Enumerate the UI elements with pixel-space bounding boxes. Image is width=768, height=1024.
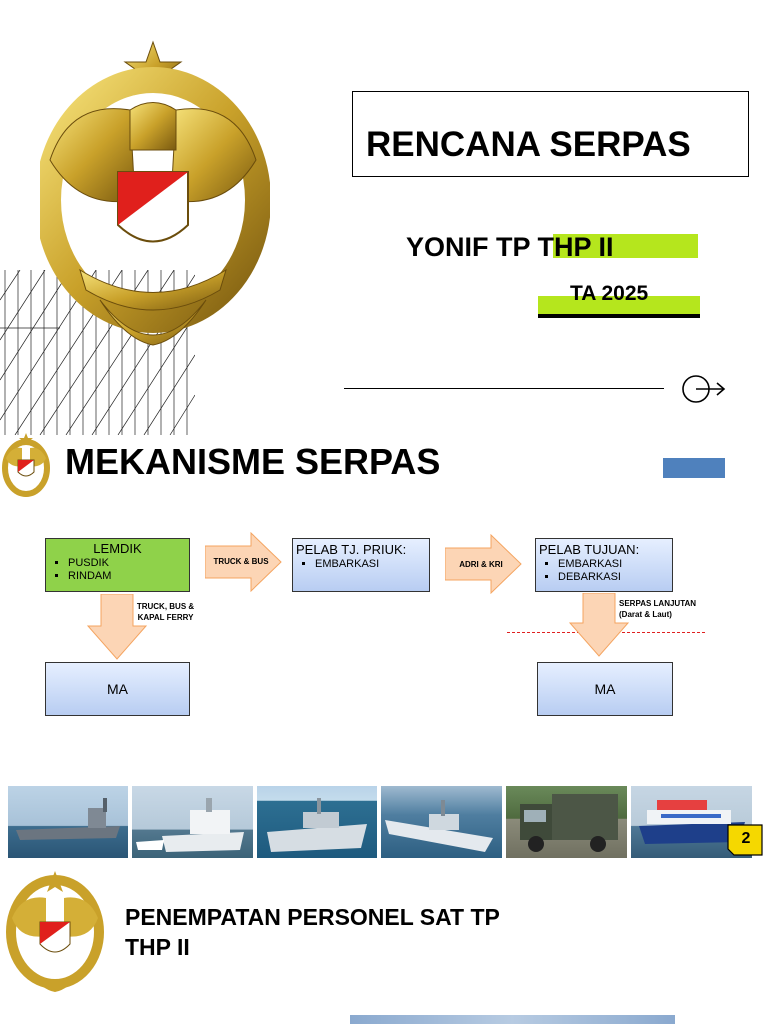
title-box — [352, 91, 749, 177]
pelab-tujuan-title: PELAB TUJUAN: — [539, 542, 640, 557]
unit-name: YONIF TP THP II — [406, 232, 614, 262]
photo-military-truck — [506, 786, 627, 858]
next-arrow-icon[interactable] — [680, 373, 728, 405]
ma-box-left: MA — [45, 662, 190, 716]
section-title: PENEMPATAN PERSONEL SAT TP THP II — [125, 904, 500, 960]
label-truck-bus-ferry: TRUCK, BUS & KAPAL FERRY — [136, 602, 195, 622]
section-title: MEKANISME SERPAS — [65, 441, 441, 482]
lemdik-title: LEMDIK — [93, 541, 142, 556]
list-item: ▪ EMBARKASI — [315, 558, 429, 571]
arrow-label-truck-bus: TRUCK & BUS — [213, 557, 269, 566]
photo-naval-ship-grey — [8, 786, 128, 858]
photo-patrol-vessel — [381, 786, 502, 858]
photo-landing-ship-dock — [257, 786, 377, 858]
pelab-priuk-list — [293, 558, 429, 571]
accent-bar — [663, 458, 725, 478]
list-item: ▪ EMBARKASI — [558, 558, 672, 571]
pelab-tujuan-list — [536, 558, 672, 584]
army-emblem-small-logo — [2, 432, 50, 502]
pelab-priuk-title: PELAB TJ. PRIUK: — [296, 542, 407, 557]
label-serpas-lanjutan: SERPAS LANJUTAN (Darat & Laut) — [619, 599, 697, 619]
year-label: TA 2025 — [570, 282, 649, 305]
photo-cropped-sky — [350, 1015, 675, 1024]
page-title: RENCANA SERPAS — [366, 125, 691, 164]
page-number: 2 — [741, 830, 751, 847]
photo-naval-ship-white-tug — [132, 786, 253, 858]
list-item: ▪ RINDAM — [68, 570, 189, 583]
pelab-tujuan-box — [535, 538, 673, 592]
list-item: ▪ DEBARKASI — [558, 571, 672, 584]
ma-box-right: MA — [537, 662, 673, 716]
lemdik-list — [46, 557, 189, 583]
pelab-priuk-box — [292, 538, 430, 592]
arrow-label-adri-kri: ADRI & KRI — [459, 560, 503, 569]
lemdik-box — [45, 538, 190, 592]
divider-line — [344, 388, 664, 389]
list-item: ▪ PUSDIK — [68, 557, 189, 570]
army-emblem-logo — [6, 870, 104, 998]
army-emblem-logo — [40, 40, 270, 370]
